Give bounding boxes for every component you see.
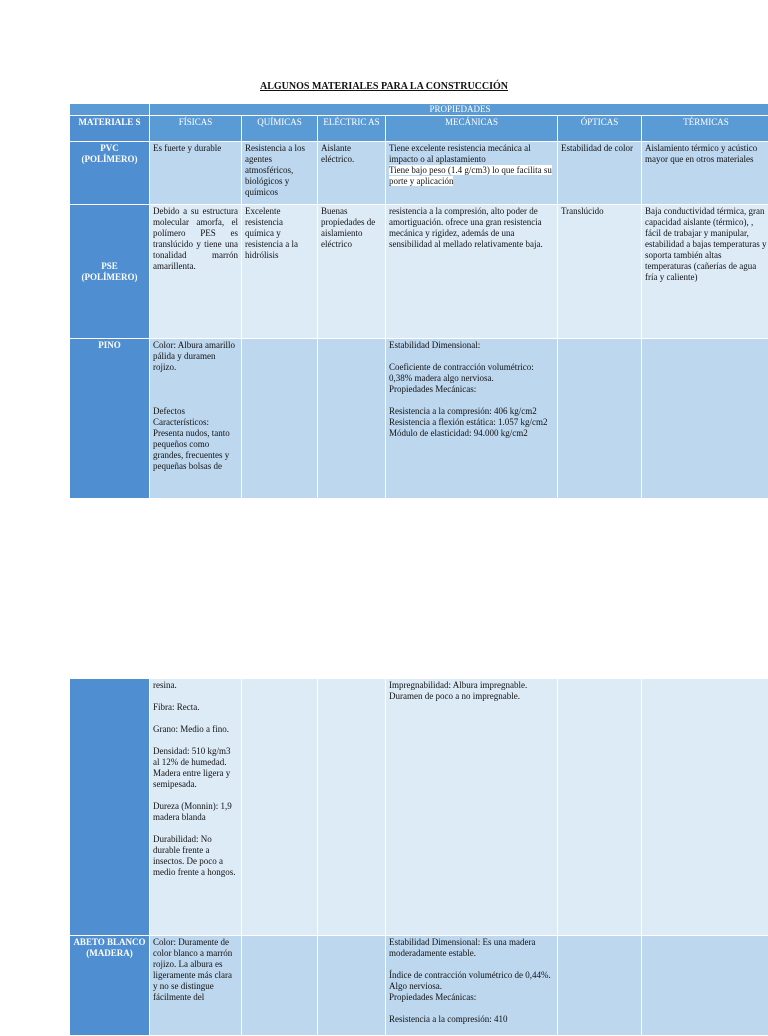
text-line: Resistencia a flexión estática: 1.057 kg/cm2 [389, 417, 554, 428]
materials-header: MATERIALE S [70, 116, 150, 142]
text-line: Resistencia a la compresión: 410 [389, 1014, 554, 1025]
material-name: PSE (POLÍMERO) [70, 205, 150, 339]
table-row-pvc [70, 142, 768, 205]
text-line: Fibra: Recta. [153, 702, 238, 713]
table-row-pino-continued [70, 679, 768, 936]
table-row-pino [70, 339, 768, 499]
materials-table [69, 103, 768, 499]
cell-fisicas: Debido a su estructura molecular amorfa, el polímero PES es translúcido y tiene una tonalidad marrón amarillenta. [150, 205, 242, 339]
materials-table-continued [69, 678, 768, 1036]
material-name: ABETO BLANCO (MADERA) [70, 936, 150, 1036]
material-name: PINO [70, 339, 150, 499]
text-line: Color: Albura amarillo pálida y duramen rojizo. [153, 340, 238, 373]
cell-opticas: Translúcido [558, 205, 642, 339]
table-row-pse [70, 205, 768, 339]
text-line: Durabilidad: No durable frente a insectos. De poco a medio frente a hongos. [153, 834, 238, 878]
quimicas-header: QUÍMICAS [242, 116, 318, 142]
cell-electricas: Buenas propiedades de aislamiento eléctrico [318, 205, 386, 339]
cell-termicas: Aislamiento térmico y acústico mayor que en otros materiales [642, 142, 768, 205]
cell-fisicas [150, 679, 242, 936]
text-line: Grano: Medio a fino. [153, 724, 238, 735]
text-line: Propiedades Mecánicas: [389, 992, 554, 1003]
text-line: Defectos Característicos: Presenta nudos, tanto pequeños como grandes, frecuentes y pequeñas bolsas de [153, 406, 238, 472]
text-line: Tiene excelente resistencia mecánica al impacto o al aplastamiento [389, 143, 554, 165]
text-line: Módulo de elasticidad: 94.000 kg/cm2 [389, 428, 554, 439]
cell-termicas: Baja conductividad térmica, gran capacidad aislante (térmico), , fácil de trabajar y manipular, estabilidad a bajas temperaturas y soporta también altas temperaturas (cañerías de agua fría y caliente) [642, 205, 768, 339]
cell-mecanicas: Impregnabilidad: Albura impregnable. Duramen de poco a no impregnable. [386, 679, 558, 936]
table-row-abeto [70, 936, 768, 1036]
text-line: Resistencia a la compresión: 406 kg/cm2 [389, 406, 554, 417]
cell-mecanicas: resistencia a la compresión, alto poder de amortiguación. ofrece una gran resistencia mecánica y rigidez, además de una sensibilidad al mellado relativamente baja. [386, 205, 558, 339]
text-line: Estabilidad Dimensional: Es una madera moderadamente estable. [389, 937, 554, 959]
text-line: Estabilidad Dimensional: [389, 340, 554, 351]
material-name: PVC (POLÍMERO) [70, 142, 150, 205]
highlighted-text: Tiene bajo peso (1.4 g/cm3) lo que facilita su porte y aplicación [389, 165, 552, 186]
cell-quimicas: Resistencia a los agentes atmosféricos, biológicos y químicos [242, 142, 318, 205]
text-line: Propiedades Mecánicas: [389, 384, 554, 395]
document-title: ALGUNOS MATERIALES PARA LA CONSTRUCCIÓN [0, 81, 768, 92]
text-line: Dureza (Monnin): 1,9 madera blanda [153, 801, 238, 823]
electricas-header: ELÉCTRIC AS [318, 116, 386, 142]
cell-mecanicas [386, 339, 558, 499]
text-line: resina. [153, 680, 238, 691]
cell-electricas: Aislante eléctrico. [318, 142, 386, 205]
cell-mecanicas [386, 142, 558, 205]
opticas-header: ÓPTICAS [558, 116, 642, 142]
text-line: Índice de contracción volumétrico de 0,44%. Algo nerviosa. [389, 970, 554, 992]
fisicas-header: FÍSICAS [150, 116, 242, 142]
text-line: Coeficiente de contracción volumétrico: 0,38% madera algo nerviosa. [389, 362, 554, 384]
cell-fisicas: Color: Duramente de color blanco a marrón rojizo. La albura es ligeramente más clara y no se distingue fácilmente del [150, 936, 242, 1036]
termicas-header: TÉRMICAS [642, 116, 768, 142]
mecanicas-header: MECÁNICAS [386, 116, 558, 142]
cell-fisicas: Es fuerte y durable [150, 142, 242, 205]
text-line: Densidad: 510 kg/m3 al 12% de humedad. Madera entre ligera y semipesada. [153, 746, 238, 790]
cell-opticas: Estabilidad de color [558, 142, 642, 205]
properties-header: PROPIEDADES [150, 104, 768, 116]
cell-fisicas [150, 339, 242, 499]
cell-quimicas: Excelente resistencia química y resistencia a la hidrólisis [242, 205, 318, 339]
cell-mecanicas [386, 936, 558, 1036]
